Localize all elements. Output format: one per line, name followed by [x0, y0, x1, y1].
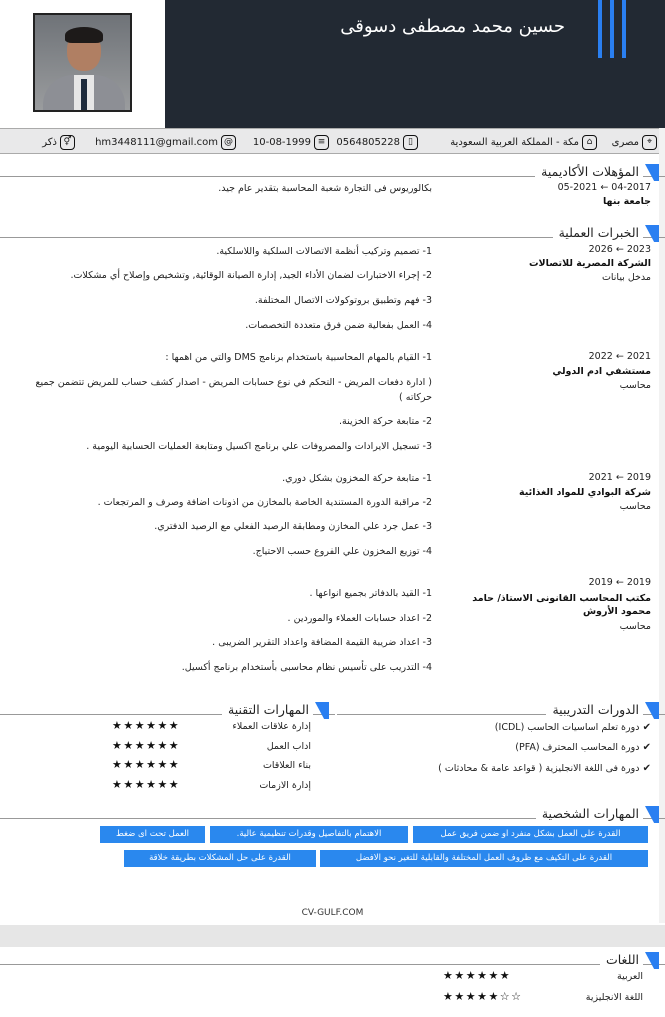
profile-photo [33, 13, 132, 112]
side-strip [659, 128, 665, 923]
job-item: 1- تصميم وتركيب أنظمة الاتصالات السلكية واللاسلكية. [216, 246, 432, 257]
job-company: مكتب المحاسب القانونى الاستاذ/ حامد محمود الأروش [472, 593, 651, 617]
contact-address [450, 133, 597, 151]
skill-tag: القدرة على التكيف مع ظروف العمل المختلفة والقابلية للتغير نحو الافضل [320, 850, 648, 867]
job-dates: 2019 ← 2021 [588, 472, 651, 483]
job-item: ( ادارة دفعات المريض - التحكم في نوع حسابات المريض - اصدار كشف حساب للمريض تتضمن جميع حركاته ) [35, 377, 432, 403]
footer-site: CV-GULF.COM [301, 908, 364, 918]
skill-tag: القدرة على حل المشكلات بطريقة خلاقة [124, 850, 316, 867]
personal-section-header [0, 806, 665, 822]
at-icon: @ [221, 135, 236, 150]
job-dates: 2019 ← 2019 [588, 577, 651, 588]
job-company: الشركة المصرية للاتصالات [529, 258, 651, 269]
job-company: مستشفي ادم الدولي [552, 366, 651, 377]
job-item: 2- مراقبة الدورة المستندية الخاصة بالمخازن من اذونات اضافة وصرف و المرتجعات . [97, 497, 432, 508]
training-item: ✔ دورة تعلم اساسيات الحاسب (ICDL) [494, 722, 651, 733]
training-item: ✔ دورة المحاسب المحترف (PFA) [515, 742, 651, 753]
training-section-header [337, 702, 665, 718]
tech-skill-label: إدارة علاقات العملاء [232, 721, 311, 732]
contact-phone [336, 133, 418, 151]
phone-text: 0564805228 [336, 136, 400, 148]
training-title: الدورات التدريبية [546, 702, 643, 717]
skill-tag: العمل تحت اى ضغط [100, 826, 205, 843]
rating-stars: ★★★★★★ [112, 778, 181, 791]
contact-birth [253, 133, 329, 151]
languages-section-header [0, 952, 665, 968]
education-section-header [0, 164, 665, 180]
language-label: اللغة الانجليزية [585, 992, 643, 1003]
job-item: 3- اعداد ضريبة القيمة المضافة واعداد التقرير الضريبى . [212, 637, 432, 648]
training-item: ✔ دورة فى اللغة الانجليزية ( قواعد عامة & محادثات ) [438, 763, 651, 774]
education-dates: 04-2017 ← 05-2021 [557, 182, 651, 193]
education-desc: بكالوريوس فى التجارة شعبة المحاسبة بتقدير عام جيد. [218, 183, 432, 194]
check-icon: ✔ [639, 763, 651, 774]
contact-gender [42, 133, 75, 151]
address-text: مكة - المملكة العربية السعودية [450, 136, 579, 148]
full-name: حسين محمد مصطفى دسوقى [340, 16, 565, 37]
gender-icon: ⚥ [60, 135, 75, 150]
job-role: محاسب [619, 621, 651, 632]
job-item: 4- التدريب على تأسيس نظام محاسبى بأستخدام برنامج أكسيل. [181, 662, 432, 673]
education-school: جامعة بنها [602, 196, 651, 207]
job-item: 3- تسجيل الايرادات والمصروفات علي برنامج اكسيل ومتابعة العمليات الحسابية اليومية . [86, 441, 432, 452]
rating-stars: ★★★★★★ [112, 758, 181, 771]
rating-stars: ★★★★★★ [443, 969, 512, 982]
job-role: محاسب [619, 501, 651, 512]
job-company: شركة البوادي للمواد الغذائية [519, 487, 651, 498]
job-item: 3- فهم وتطبيق بروتوكولات الاتصال المختلفة. [254, 295, 432, 306]
country-text: مصرى [611, 136, 639, 148]
page-break [0, 925, 665, 947]
rating-stars: ★★★★★★ [112, 719, 181, 732]
job-item: 2- متابعة حركة الخزينة. [339, 416, 432, 427]
job-item: 2- اعداد حسابات العملاء والموردين . [287, 613, 432, 624]
contact-bar [0, 128, 665, 154]
job-item: 3- عمل جرد علي المخازن ومطابقة الرصيد الفعلي مع الرصيد الدفتري. [154, 521, 432, 532]
location-pin-icon: ⌖ [642, 135, 657, 150]
skill-tag: القدرة على العمل بشكل منفرد او ضمن فريق عمل [413, 826, 648, 843]
tech-skill-label: اداب العمل [266, 741, 311, 752]
language-label: العربية [617, 971, 643, 982]
gender-text: ذكر [42, 136, 57, 148]
education-title: المؤهلات الأكاديمية [535, 164, 643, 179]
tech-title: المهارات التقنية [222, 702, 313, 717]
tech-skill-label: إدارة الازمات [259, 780, 311, 791]
email-text[interactable]: hm3448111@gmail.com [95, 136, 218, 148]
job-item: 4- العمل بفعالية ضمن فرق متعددة التخصصات. [245, 320, 432, 331]
job-item: 4- توزيع المخزون علي الفروع حسب الاحتياج. [252, 546, 432, 557]
skill-tag: الاهتمام بالتفاصيل وقدرات تنظيمية عالية. [210, 826, 408, 843]
job-role: مدخل بيانات [601, 272, 651, 283]
tech-skill-label: بناء العلاقات [262, 760, 311, 771]
job-item: 1- القيام بالمهام المحاسبية باستخدام برنامج DMS والتي من اهمها : [165, 352, 432, 363]
home-icon: ⌂ [582, 135, 597, 150]
decor-bars [598, 0, 638, 60]
job-dates: 2021 ← 2022 [588, 351, 651, 362]
tech-section-header [0, 702, 335, 718]
personal-title: المهارات الشخصية [536, 806, 643, 821]
mobile-icon: ▯ [403, 135, 418, 150]
languages-title: اللغات [600, 952, 643, 967]
cake-icon: ≡ [314, 135, 329, 150]
job-role: محاسب [619, 380, 651, 391]
job-item: 1- القيد بالدفاتر بجميع انواعها . [309, 588, 432, 599]
check-icon: ✔ [639, 722, 651, 733]
contact-email[interactable] [95, 133, 236, 151]
experience-title: الخبرات العملية [553, 225, 643, 240]
experience-section-header [0, 225, 665, 241]
rating-stars: ★★★★★☆☆ [443, 990, 523, 1003]
contact-country [612, 133, 657, 151]
check-icon: ✔ [639, 742, 651, 753]
rating-stars: ★★★★★★ [112, 739, 181, 752]
job-item: 2- إجراء الاختبارات لضمان الأداء الجيد, إدارة الصيانة الوقائية, وتشخيص وإصلاح أي مشكلات. [70, 270, 432, 281]
job-item: 1- متابعة حركة المخزون بشكل دوري. [282, 473, 432, 484]
job-dates: 2023 ← 2026 [588, 244, 651, 255]
birth-text: 10-08-1999 [252, 136, 311, 148]
